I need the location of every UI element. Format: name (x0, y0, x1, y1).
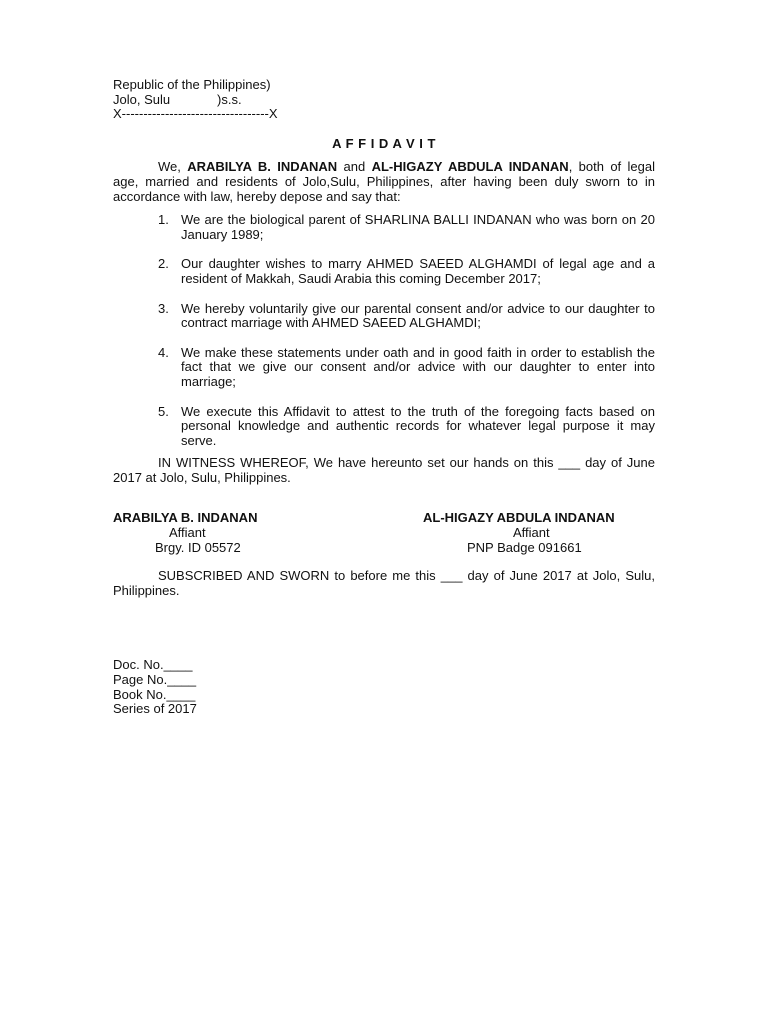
document-title: A F F I D A V I T (332, 135, 436, 151)
statement-number: 3. (158, 300, 169, 316)
statement-item (113, 405, 655, 449)
signature-block-left (113, 511, 313, 555)
statement-text: Our daughter wishes to marry AHMED SAEED ALGHAMDI of legal age and a resident of Makkah, Saudi Arabia this coming December 2017; (181, 256, 655, 286)
statement-text: We make these statements under oath and in good faith in order to establish the fact that we give our consent and/or advice with our daughter to enter into marriage; (181, 344, 655, 389)
signatory-role: Affiant (513, 525, 550, 541)
intro-suffix: , both of legal age, married and residents of Jolo,Sulu, Philippines, after having been duly sworn to in accordance with law, hereby depose and say that: (113, 159, 655, 204)
statement-number: 1. (158, 212, 169, 228)
page-number: Page No.____ (113, 672, 197, 688)
statement-item (113, 302, 655, 331)
caption-venue: Jolo, Sulu )s.s. (113, 91, 242, 107)
statement-list (113, 213, 655, 448)
series-year: Series of 2017 (113, 701, 197, 717)
affidavit-document (113, 78, 655, 717)
intro-prefix: We, (158, 159, 188, 175)
jurat-paragraph: SUBSCRIBED AND SWORN to before me this ___ day of June 2017 at Jolo, Sulu, Philippines. (113, 568, 655, 598)
affiant-name-1: ARABILYA B. INDANAN (187, 159, 338, 175)
signature-section (113, 511, 655, 555)
book-number: Book No.____ (113, 686, 196, 702)
statement-text: We are the biological parent of SHARLINA BALLI INDANAN who was born on 20 January 1989; (181, 212, 655, 242)
statement-number: 4. (158, 344, 169, 360)
statement-number: 5. (158, 403, 169, 419)
signatory-name: AL-HIGAZY ABDULA INDANAN (423, 510, 615, 526)
caption-divider: X----------------------------------X (113, 106, 278, 122)
statement-item (113, 257, 655, 286)
venue-caption (113, 78, 655, 122)
intro-and: and (337, 159, 372, 175)
doc-number: Doc. No.____ (113, 657, 193, 673)
statement-text: We hereby voluntarily give our parental consent and/or advice to our daughter to contract marriage with AHMED SAEED ALGHAMDI; (181, 300, 655, 331)
statement-item (113, 346, 655, 390)
signatory-id: Brgy. ID 05572 (155, 539, 241, 555)
statement-text: We execute this Affidavit to attest to the truth of the foregoing facts based on personal knowledge and authentic records for whatever legal purpose it may serve. (181, 403, 655, 448)
caption-republic: Republic of the Philippines) (113, 77, 271, 92)
statement-item (113, 213, 655, 242)
witness-paragraph: IN WITNESS WHEREOF, We have hereunto set our hands on this ___ day of June 2017 at Jolo, Sulu, Philippines. (113, 455, 655, 485)
signatory-name: ARABILYA B. INDANAN (113, 510, 258, 526)
statement-number: 2. (158, 256, 169, 272)
signatory-role: Affiant (169, 525, 206, 541)
signatory-id: PNP Badge 091661 (467, 539, 582, 555)
signature-block-right (423, 511, 633, 555)
intro-paragraph (113, 160, 655, 204)
notarial-register (113, 658, 655, 716)
affiant-name-2: AL-HIGAZY ABDULA INDANAN (371, 159, 569, 175)
